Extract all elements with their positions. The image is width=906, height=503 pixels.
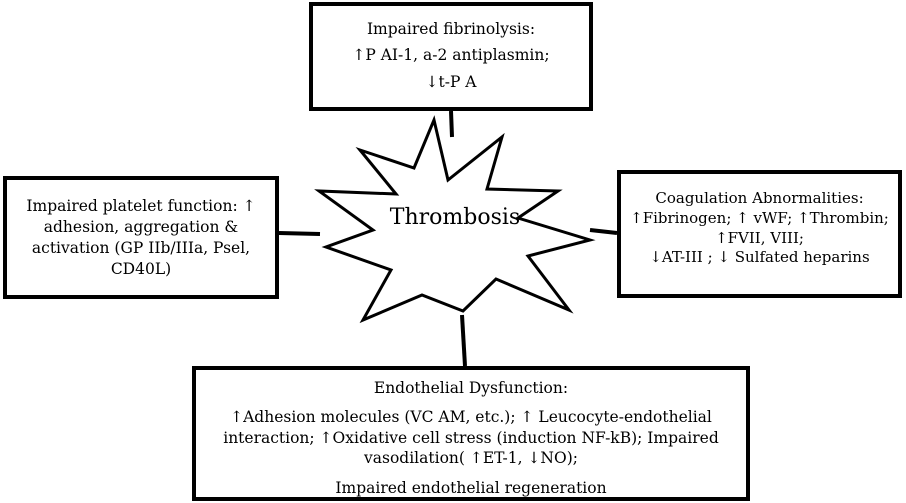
box-line: ↓t-P A: [425, 72, 477, 91]
box-line: ↓AT-III ; ↓ Sulfated heparins: [649, 248, 870, 267]
box-line: CD40L): [110, 259, 172, 278]
box-line: ↑P AI-1, a-2 antiplasmin;: [352, 46, 550, 65]
box-line: adhesion, aggregation &: [43, 217, 239, 236]
box-line: Coagulation Abnormalities:: [655, 189, 864, 207]
box-line: Impaired fibrinolysis:: [366, 20, 536, 38]
platelet-function-box: [3, 176, 279, 299]
connector-right: [590, 230, 617, 233]
connector-top: [451, 111, 452, 137]
connector-left: [279, 233, 320, 234]
box-line: ↑Adhesion molecules (VC AM, etc.); ↑ Leucocyte-endothelial: [230, 408, 712, 427]
box-line: ↑Fibrinogen; ↑ vWF; ↑Thrombin;: [630, 208, 889, 227]
endothelial-dysfunction-box: [192, 366, 750, 501]
box-line: activation (GP IIb/IIIa, Psel,: [31, 238, 251, 257]
box-line: Impaired platelet function: ↑: [26, 197, 256, 215]
connector-bottom: [462, 315, 465, 366]
box-line: interaction; ↑Oxidative cell stress (induction NF-kB); Impaired: [223, 428, 719, 447]
box-line: Impaired endothelial regeneration: [335, 478, 607, 497]
coagulation-abnormalities-box: [617, 170, 902, 298]
center-label: Thrombosis: [389, 205, 521, 230]
impaired-fibrinolysis-box: [309, 2, 593, 111]
box-line: ↑FVII, VIII;: [715, 228, 804, 247]
box-line: vasodilation( ↑ET-1, ↓NO);: [364, 449, 578, 468]
box-line: Endothelial Dysfunction:: [373, 379, 569, 397]
